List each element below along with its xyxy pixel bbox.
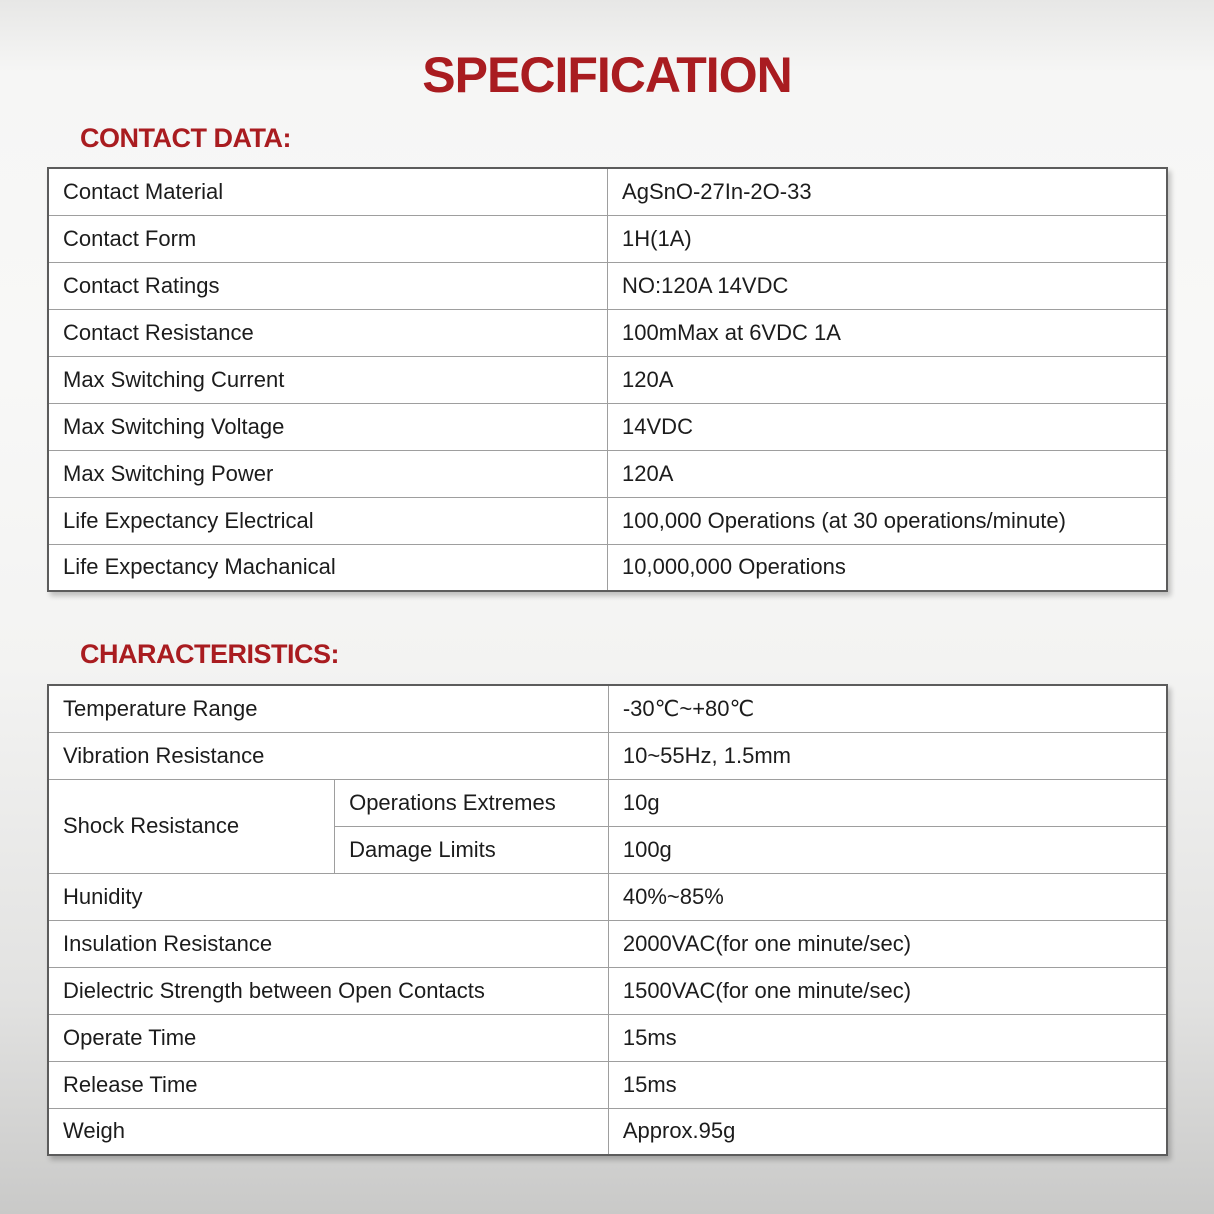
table-row: [48, 967, 1167, 1014]
table-row: [48, 685, 1167, 732]
spec-label: Temperature Range: [48, 685, 608, 732]
spec-label: Dielectric Strength between Open Contacts: [48, 967, 608, 1014]
spec-label: Release Time: [48, 1061, 608, 1108]
spec-value: 1500VAC(for one minute/sec): [608, 967, 1167, 1014]
spec-value: 14VDC: [608, 403, 1167, 450]
table-row: [48, 1108, 1167, 1155]
table-row: [48, 544, 1167, 591]
section-heading-contact-data: CONTACT DATA:: [80, 123, 291, 153]
contact-data-table: [47, 167, 1168, 592]
table-row: [48, 309, 1167, 356]
spec-value: AgSnO-27In-2O-33: [608, 168, 1167, 215]
spec-value: 1H(1A): [608, 215, 1167, 262]
characteristics-table: [47, 684, 1168, 1156]
spec-label: Max Switching Current: [48, 356, 608, 403]
spec-value: 120A: [608, 356, 1167, 403]
spec-value: Approx.95g: [608, 1108, 1167, 1155]
spec-label: Contact Material: [48, 168, 608, 215]
spec-label: Max Switching Voltage: [48, 403, 608, 450]
table-row: [48, 497, 1167, 544]
spec-value: 120A: [608, 450, 1167, 497]
spec-value: 100,000 Operations (at 30 operations/minute): [608, 497, 1167, 544]
spec-value: 40%~85%: [608, 873, 1167, 920]
spec-value: -30℃~+80℃: [608, 685, 1167, 732]
spec-value: 10g: [608, 779, 1167, 826]
section-heading-characteristics: CHARACTERISTICS:: [80, 639, 339, 669]
spec-label: Vibration Resistance: [48, 732, 608, 779]
spec-label: Life Expectancy Electrical: [48, 497, 608, 544]
spec-label: Life Expectancy Machanical: [48, 544, 608, 591]
spec-label: Max Switching Power: [48, 450, 608, 497]
table-row: [48, 732, 1167, 779]
table-row: [48, 873, 1167, 920]
spec-label: Shock Resistance: [48, 779, 335, 873]
spec-value: 100g: [608, 826, 1167, 873]
spec-label: Weigh: [48, 1108, 608, 1155]
table-row: [48, 450, 1167, 497]
table-row: [48, 262, 1167, 309]
table-row: [48, 215, 1167, 262]
spec-value: 10~55Hz, 1.5mm: [608, 732, 1167, 779]
table-row: [48, 356, 1167, 403]
spec-label: Contact Form: [48, 215, 608, 262]
table-row: [48, 920, 1167, 967]
spec-label: Operate Time: [48, 1014, 608, 1061]
spec-value: 15ms: [608, 1061, 1167, 1108]
spec-label: Contact Ratings: [48, 262, 608, 309]
spec-label: Contact Resistance: [48, 309, 608, 356]
table-row: [48, 403, 1167, 450]
table-row: [48, 168, 1167, 215]
spec-value: NO:120A 14VDC: [608, 262, 1167, 309]
spec-value: 100mMax at 6VDC 1A: [608, 309, 1167, 356]
spec-sublabel: Operations Extremes: [335, 779, 609, 826]
page-title: SPECIFICATION: [422, 47, 792, 103]
table-row: [48, 779, 1167, 826]
spec-label: Insulation Resistance: [48, 920, 608, 967]
table-row: [48, 1061, 1167, 1108]
spec-label: Hunidity: [48, 873, 608, 920]
spec-sublabel: Damage Limits: [335, 826, 609, 873]
spec-value: 15ms: [608, 1014, 1167, 1061]
spec-value: 2000VAC(for one minute/sec): [608, 920, 1167, 967]
spec-value: 10,000,000 Operations: [608, 544, 1167, 591]
table-row: [48, 1014, 1167, 1061]
